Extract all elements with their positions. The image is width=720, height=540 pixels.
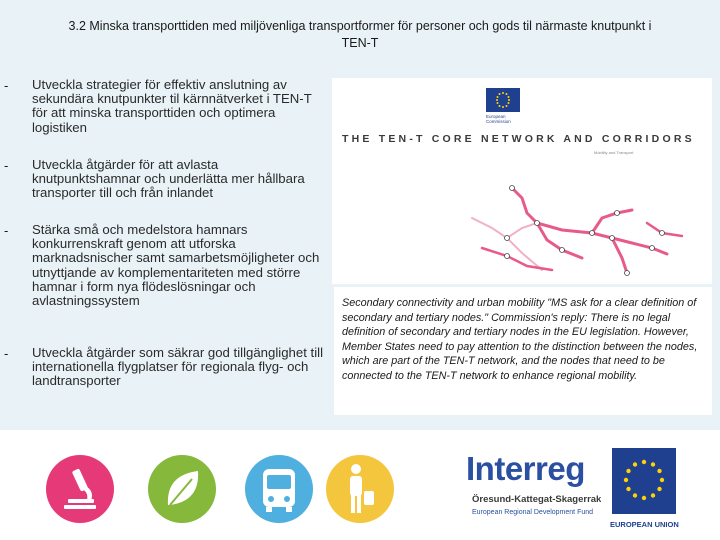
- core-route: [512, 188, 612, 238]
- map-node: [650, 246, 655, 251]
- map-node: [610, 236, 615, 241]
- map-node: [615, 211, 620, 216]
- logo-label: European Commission: [486, 114, 511, 124]
- bullet-text: Utveckla strategier för effektiv anslutning av sekundära knutpunkter til kärnnätverket i TEN-T för att minska transporttiden och optimera logistiken: [32, 77, 312, 135]
- note-box: [334, 287, 712, 415]
- bullet-text: Utveckla åtgärder som säkrar god tillgänglighet till internationella flygplatser för regionala flyg- och landtransporter: [32, 345, 323, 389]
- person-luggage-icon: [326, 455, 394, 523]
- eu-logo: [610, 448, 678, 534]
- bus-icon: [245, 455, 313, 523]
- figure-heading: THE TEN-T CORE NETWORK AND CORRIDORS: [342, 133, 695, 145]
- bullet-marker: -: [4, 223, 9, 238]
- bullet-marker: -: [4, 78, 9, 93]
- interreg-fund: European Regional Development Fund: [472, 509, 594, 516]
- footer: [0, 430, 720, 540]
- map-node: [510, 186, 515, 191]
- european-commission-logo: [482, 86, 526, 128]
- page-title: 3.2 Minska transporttiden med miljövenliga transportformer för personer och gods til närmaste knutpunkt i TEN-T: [68, 19, 652, 50]
- ten-t-figure: [332, 78, 712, 284]
- bullet-marker: -: [4, 158, 9, 173]
- core-route: [482, 248, 552, 270]
- leaf-icon: [148, 455, 216, 523]
- eu-flag-icon: [612, 448, 676, 514]
- figure-subtitle: Mobility and Transport: [594, 150, 634, 155]
- secondary-route: [507, 223, 537, 238]
- map-node: [505, 254, 510, 259]
- bullet-text: Utveckla åtgärder för att avlasta knutpunktshamnar och underlätta mer hållbara transporter till och från inlandet: [32, 157, 305, 201]
- microscope-icon: [46, 455, 114, 523]
- core-route: [592, 210, 632, 233]
- map-node: [535, 221, 540, 226]
- note-text: Secondary connectivity and urban mobility "MS ask for a clear definition of secondary and tertiary nodes." Commission's reply: There is no legal definition of secondary and tertiary nodes in the EU legislation. However, Member States need to pay attention to the distinction between the nodes, which are part of the TEN-T network, and the nodes that need to be connected to the TEN-T network to enhance regional mobility.: [342, 297, 698, 382]
- interreg-wordmark: Interreg: [466, 450, 585, 487]
- map-node: [625, 271, 630, 276]
- bullet-text: Stärka små och medelstora hamnars konkurrenskraft genom att utforska marknadsnischer samt samarbetsmöjligheter och utnyttjande av komplementariteten med större hamnar i form nya flödeslösningar och avlastningssystem: [32, 222, 320, 309]
- network-map: [452, 178, 702, 284]
- eu-label: EUROPEAN UNION: [610, 520, 679, 529]
- interreg-logo: [462, 450, 602, 530]
- eu-flag-icon: [486, 88, 520, 112]
- map-node: [590, 231, 595, 236]
- interreg-program: Öresund-Kattegat-Skagerrak: [472, 494, 602, 505]
- map-node: [560, 248, 565, 253]
- core-route: [612, 238, 627, 273]
- map-node: [505, 236, 510, 241]
- bullet-marker: -: [4, 346, 9, 361]
- map-node: [660, 231, 665, 236]
